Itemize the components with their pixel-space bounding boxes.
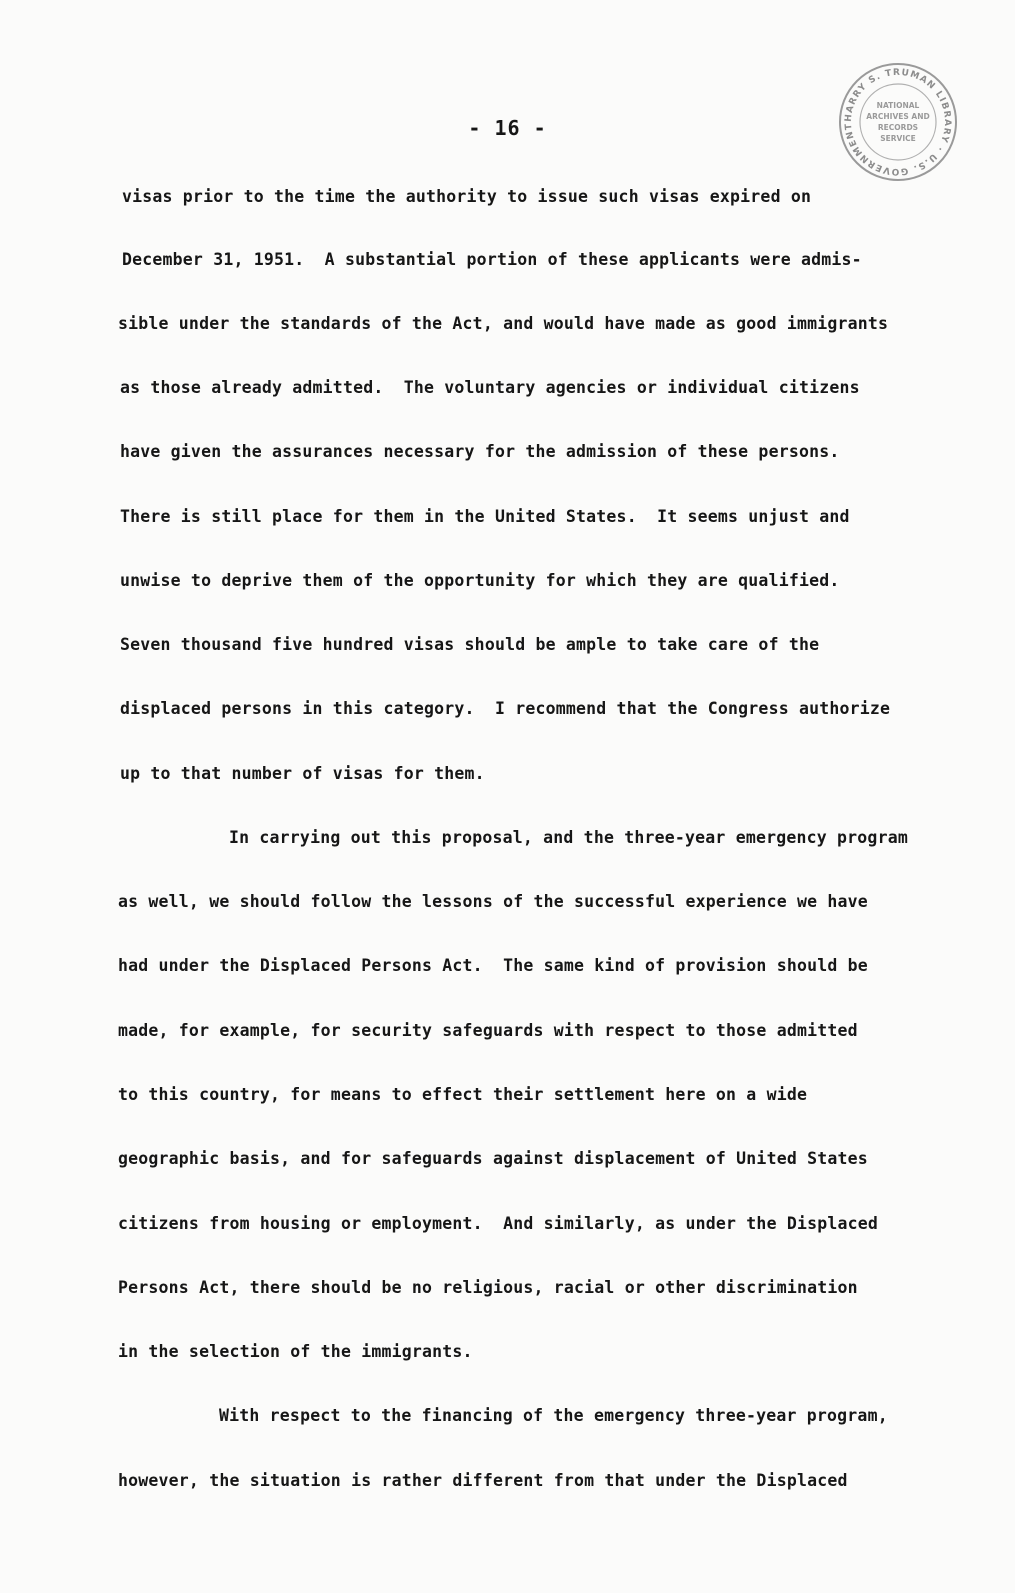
text-line: as those already admitted. The voluntary agencies or individual citizens: [120, 378, 860, 397]
text-line: geographic basis, and for safeguards against displacement of United States: [118, 1149, 868, 1168]
text-line: Seven thousand five hundred visas should be ample to take care of the: [120, 635, 820, 654]
text-line: up to that number of visas for them.: [120, 764, 485, 783]
stamp-center-line-4: SERVICE: [880, 134, 916, 143]
text-line: had under the Displaced Persons Act. The same kind of provision should be: [118, 956, 868, 975]
stamp-center-line-3: RECORDS: [877, 123, 919, 132]
text-line: citizens from housing or employment. And similarly, as under the Displaced: [118, 1214, 879, 1233]
text-line: unwise to deprive them of the opportunity for which they are qualified.: [120, 571, 840, 590]
text-line: displaced persons in this category. I recommend that the Congress authorize: [120, 699, 891, 718]
text-line: made, for example, for security safeguards with respect to those admitted: [118, 1021, 858, 1040]
text-line: In carrying out this proposal, and the three-year emergency program: [229, 828, 908, 847]
text-line: to this country, for means to effect their settlement here on a wide: [118, 1085, 808, 1104]
text-line: have given the assurances necessary for the admission of these persons.: [120, 442, 840, 461]
stamp-center-line-1: NATIONAL: [876, 101, 920, 110]
text-line: in the selection of the immigrants.: [118, 1342, 473, 1361]
text-line: Persons Act, there should be no religious, racial or other discrimination: [118, 1278, 858, 1297]
text-line: however, the situation is rather different from that under the Displaced: [118, 1471, 848, 1490]
text-line: With respect to the financing of the emergency three-year program,: [219, 1406, 888, 1425]
stamp-ring-text: HARRY S. TRUMAN LIBRARY · U.S. GOVERNMENT: [843, 67, 953, 177]
text-line: visas prior to the time the authority to issue such visas expired on: [122, 187, 812, 206]
text-line: sible under the standards of the Act, and would have made as good immigrants: [118, 314, 889, 333]
text-line: as well, we should follow the lessons of the successful experience we have: [118, 892, 868, 911]
page-number: - 16 -: [468, 116, 547, 140]
stamp-center-line-2: ARCHIVES AND: [866, 112, 930, 121]
text-line: December 31, 1951. A substantial portion of these applicants were admis-: [122, 250, 862, 269]
text-line: There is still place for them in the United States. It seems unjust and: [120, 507, 850, 526]
